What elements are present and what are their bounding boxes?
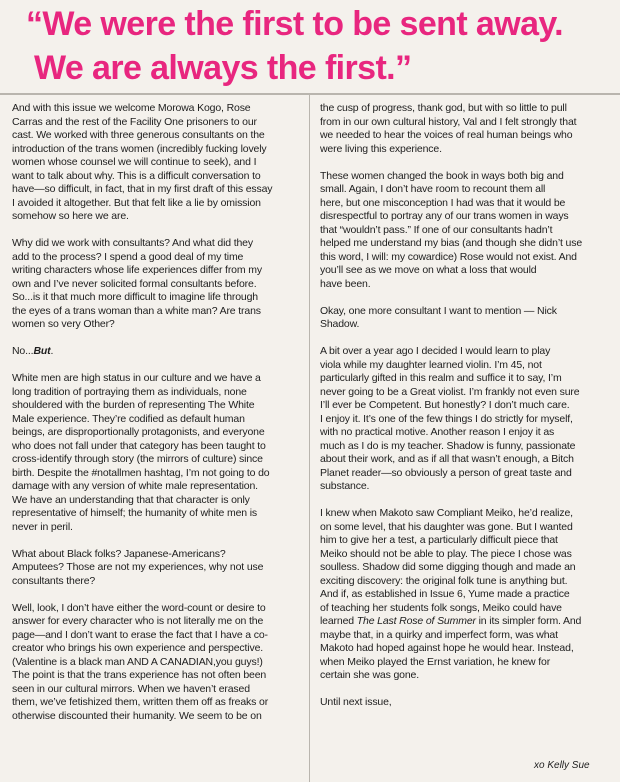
horizontal-divider — [0, 93, 620, 95]
paragraph: And with this issue we welcome Morowa Kogo, Rose Carras and the rest of the Facility One prisoners to our cast. We worked with three generous consultants on the introduction of the trans women (incredibly fucking lovely women whose counsel we will continue to seek), and I want to talk about why. This is a difficult conversation to have—so difficult, in fact, that in my first draft of this essay I avoided it altogether. But that felt like a lie by omission somehow so here we are. — [12, 102, 273, 222]
pull-quote-line-1: “We were the first to be sent away. — [26, 5, 564, 43]
right-column — [320, 102, 610, 710]
paragraph-text: in its simpler form. And maybe that, in a quirky and imperfect form, was what Makoto had hoped against hope he would hear. Instead, when Meiko played the Ernst variation, he knew for certain she was gone. — [320, 615, 582, 681]
paragraph: These women changed the book in ways both big and small. Again, I don’t have room to recount them all here, but one misconception I had was that it would be disrespectful to portray any of our trans women in ways that “wouldn’t pass.” If one of our consultants hadn’t helped me understand my bias (and though she didn’t use this word, I will: my cowardice) Rose would not exist. And you’ll see as we move on what a loss that would have been. — [320, 169, 583, 290]
paragraph: Why did we work with consultants? And what did they add to the process? I spend a good deal of my time writing characters whose life experiences differ from my own and I’ve never solicited formal consultants before. So...is it that much more difficult to imagine life through the eyes of a trans woman than a white man? Are trans women so very Other? — [12, 237, 262, 330]
paragraph: Okay, one more consultant I want to mention — Nick Shadow. — [320, 304, 557, 330]
signoff: xo Kelly Sue — [534, 760, 590, 771]
paragraph — [320, 507, 610, 683]
paragraph: A bit over a year ago I decided I would learn to play viola while my daughter learned violin. I’m 45, not particularly gifted in this realm and suffice it to say, I’m never going to be a Great violist. I’m frankly not even sure I’ll ever be Competent. But honestly? I don’t much care. I enjoy it. It’s one of the few things I do strictly for myself, with no practical motive. Another reason I enjoy it as much as I do is my teacher. Shadow is funny, passionate about their work, and as if all that wasn’t enough, a Bitch Planet reader—so obviously a person of great taste and substance. — [320, 345, 580, 492]
emphasis-text: But — [33, 345, 51, 357]
left-column — [12, 102, 305, 723]
pull-quote — [26, 2, 606, 90]
paragraph: White men are high status in our culture and we have a long tradition of portraying them as individuals, none shouldered with the burden of representing The White Male experience. They’re codified as default human beings, are disproportionally protagonists, and everyone who does not fall under that category has been taught to cross-identify through story (the mirrors of culture) since birth. Despite the #notallmen hashtag, I’m not going to do damage with any version of white male representation. We have an understanding that that character is only representative of himself; the humanity of white men is never in peril. — [12, 372, 270, 533]
pull-quote-line-2: We are always the first.” — [34, 49, 412, 87]
column-divider — [309, 95, 310, 782]
paragraph: the cusp of progress, thank god, but with so little to pull from in our own cultural history, Val and I felt strongly that we needed to hear the voices of real human beings who were living this experience. — [320, 102, 577, 155]
paragraph: What about Black folks? Japanese-Americans? Amputees? Those are not my experiences, why not use consultants there? — [12, 547, 264, 587]
paragraph: Well, look, I don’t have either the word-count or desire to answer for every character who is not literally me on the page—and I don’t want to erase the fact that I have a co- creator who brings his own experience and perspective. (Valentine is a black man AND A CANADIAN,you guys!) The point is that the trans experience has not often been seen in our cultural mirrors. When we haven’t erased them, we’ve fetishized them, written them off as freaks or otherwise discounted their humanity. We seem to be on — [12, 601, 269, 722]
song-title: The Last Rose of Summer — [356, 615, 476, 627]
paragraph-suffix: . — [50, 345, 54, 357]
paragraph: Until next issue, — [320, 696, 392, 708]
paragraph-text: I knew when Makoto saw Compliant Meiko, he’d realize, on some level, that his daughter was gone. But I wanted him to give her a test, a particularly difficult piece that Meiko should not be able to play. The piece I chose was soulless. Shadow did some digging though and made an exciting discovery: the original folk tune is anything but. And if, as established in Issue 6, Yume made a practice of teaching her students folk songs, Meiko could have learned — [320, 507, 576, 627]
paragraph-prefix: No... — [12, 345, 34, 357]
paragraph — [12, 345, 305, 359]
